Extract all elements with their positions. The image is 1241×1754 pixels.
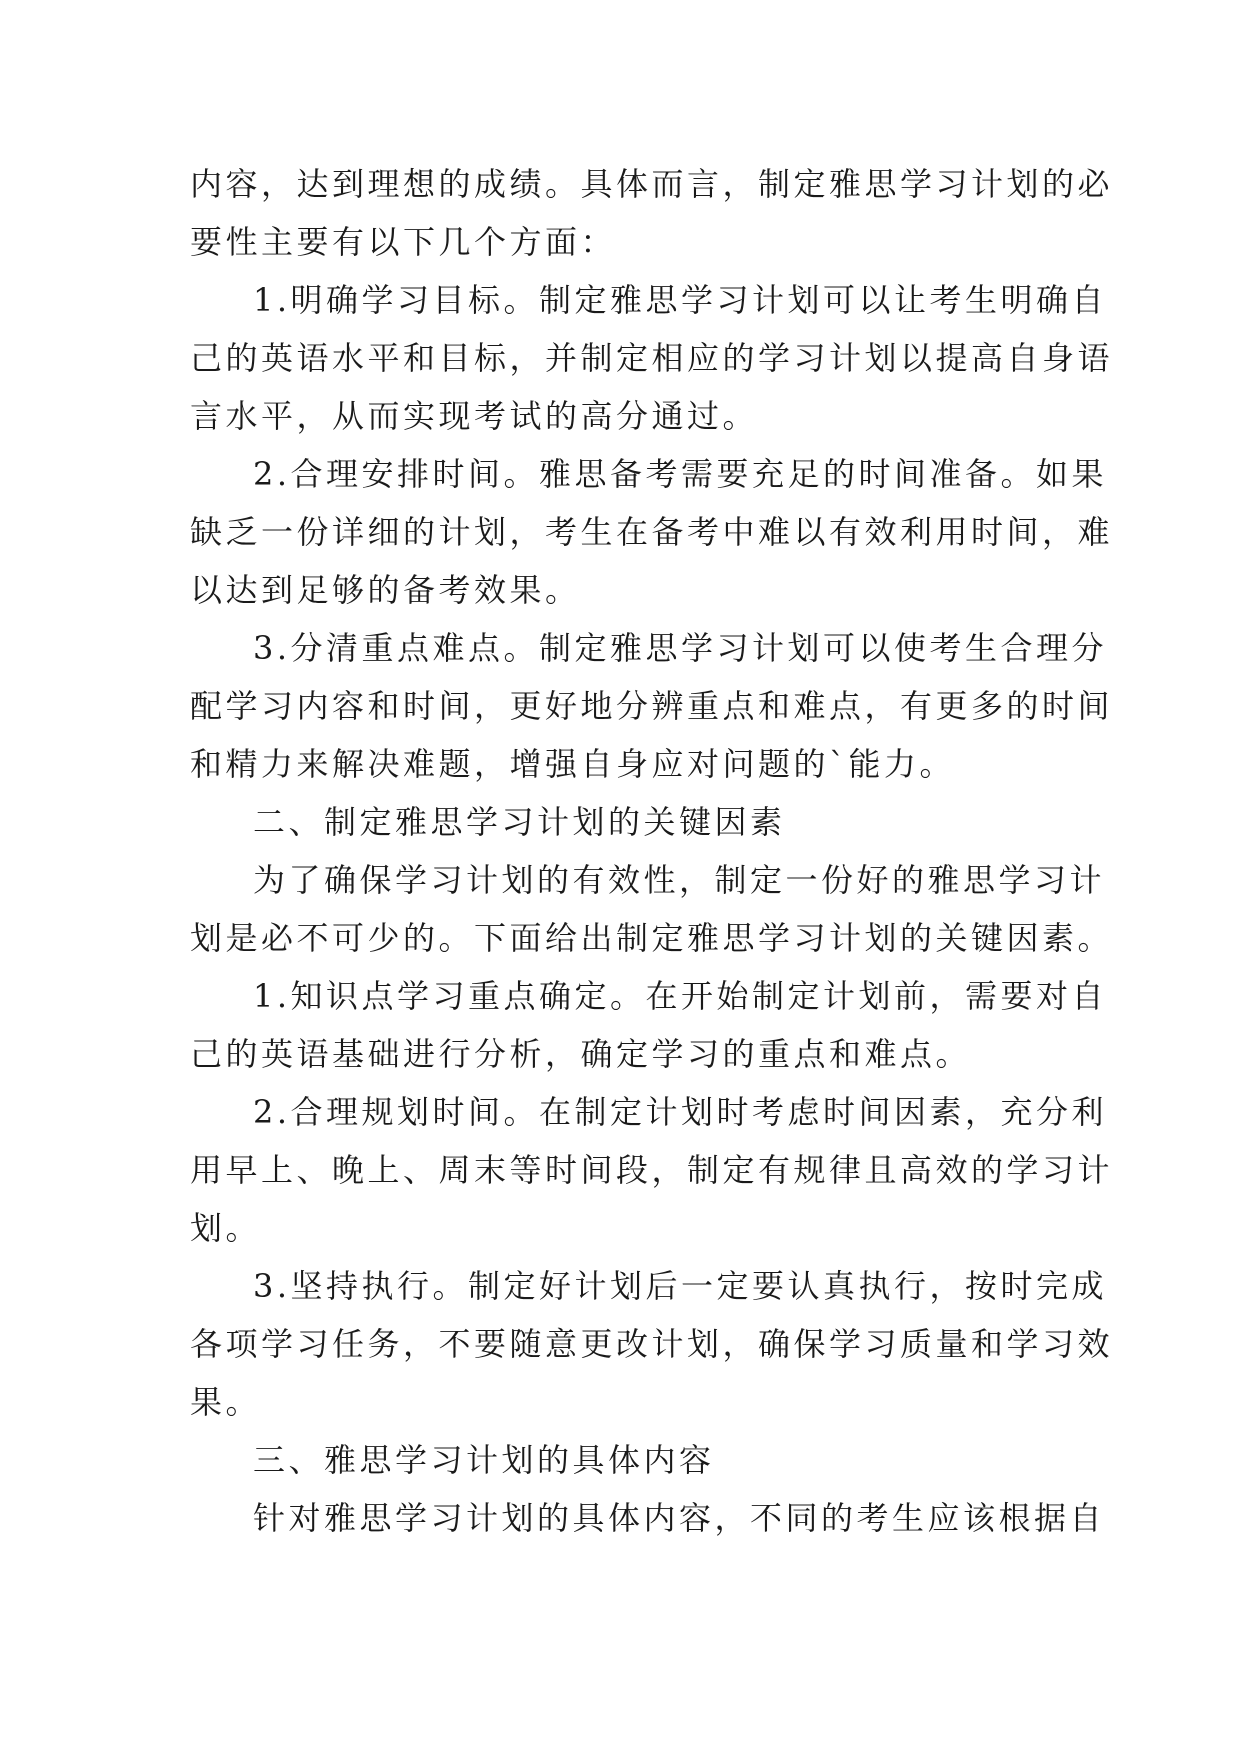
text-line-13: 为了确保学习计划的有效性，制定一份好的雅思学习计 — [253, 861, 1106, 899]
text-line-7: 缺乏一份详细的计划，考生在备考中难以有效利用时间，难 — [190, 513, 1114, 551]
section-heading-3: 三、雅思学习计划的具体内容 — [253, 1441, 715, 1479]
section-heading-2: 二、制定雅思学习计划的关键因素 — [253, 803, 786, 841]
text-line-9: 3.分清重点难点。制定雅思学习计划可以使考生合理分 — [253, 629, 1108, 667]
text-line-14: 划是必不可少的。下面给出制定雅思学习计划的关键因素。 — [190, 919, 1114, 957]
text-line-10: 配学习内容和时间，更好地分辨重点和难点，有更多的时间 — [190, 687, 1114, 725]
text-line-17: 2.合理规划时间。在制定计划时考虑时间因素，充分利 — [253, 1093, 1108, 1131]
text-line-15: 1.知识点学习重点确定。在开始制定计划前，需要对自 — [253, 977, 1108, 1015]
text-line-21: 各项学习任务，不要随意更改计划，确保学习质量和学习效 — [190, 1325, 1114, 1363]
text-line-20: 3.坚持执行。制定好计划后一定要认真执行，按时完成 — [253, 1267, 1108, 1305]
text-line-18: 用早上、晚上、周末等时间段，制定有规律且高效的学习计 — [190, 1151, 1114, 1189]
text-line-4: 己的英语水平和目标，并制定相应的学习计划以提高自身语 — [190, 339, 1114, 377]
text-line-24: 针对雅思学习计划的具体内容，不同的考生应该根据自 — [253, 1499, 1106, 1537]
text-line-3: 1.明确学习目标。制定雅思学习计划可以让考生明确自 — [253, 281, 1108, 319]
text-line-11: 和精力来解决难题，增强自身应对问题的`能力。 — [190, 745, 956, 783]
text-line-16: 己的英语基础进行分析，确定学习的重点和难点。 — [190, 1035, 972, 1073]
text-line-2: 要性主要有以下几个方面： — [190, 223, 617, 261]
text-line-19: 划。 — [190, 1209, 262, 1247]
text-line-1: 内容，达到理想的成绩。具体而言，制定雅思学习计划的必 — [190, 165, 1114, 203]
text-line-8: 以达到足够的备考效果。 — [190, 571, 581, 609]
text-line-5: 言水平，从而实现考试的高分通过。 — [190, 397, 759, 435]
text-line-22: 果。 — [190, 1383, 262, 1421]
text-line-6: 2.合理安排时间。雅思备考需要充足的时间准备。如果 — [253, 455, 1108, 493]
